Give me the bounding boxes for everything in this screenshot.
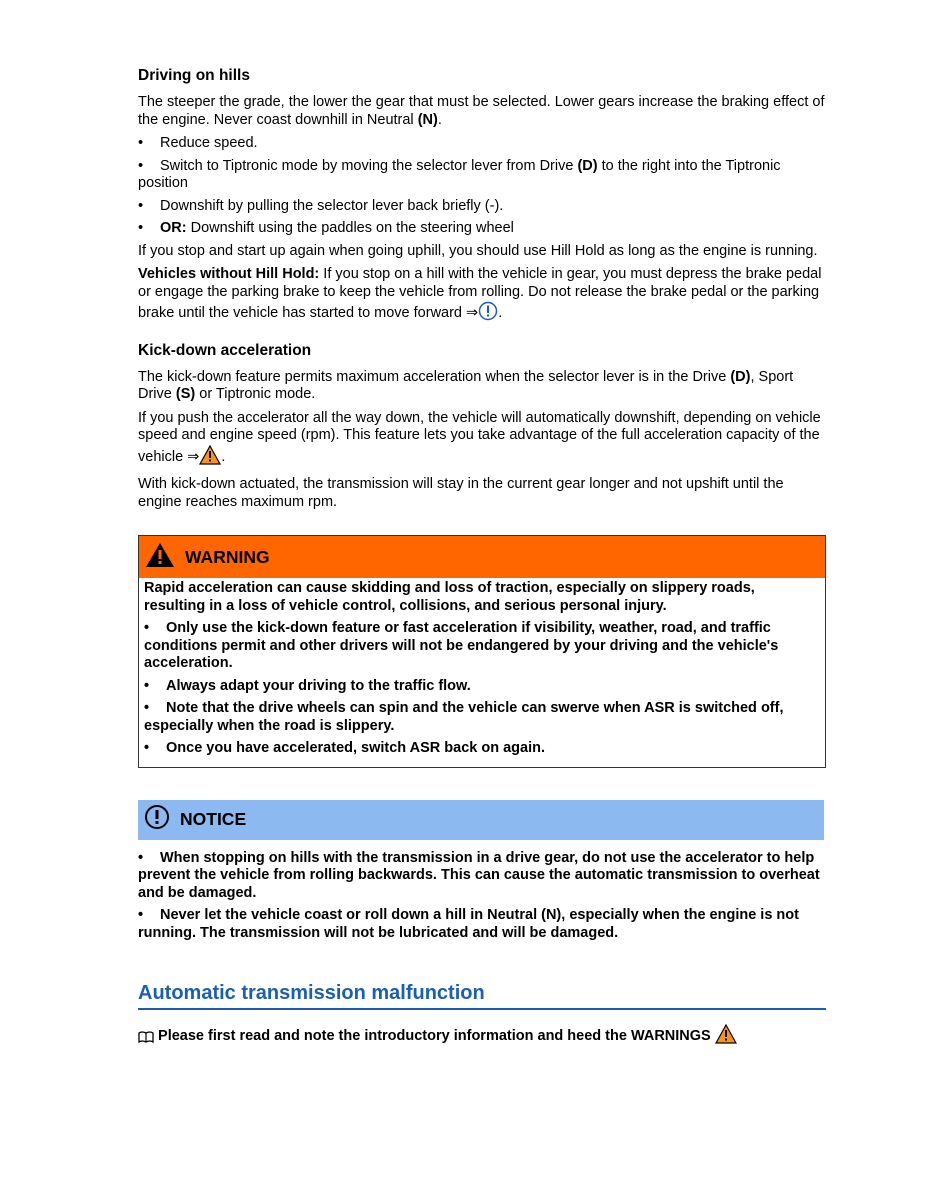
hills-heading: Driving on hills	[138, 67, 250, 84]
kickdown-paragraph-2: If you push the accelerator all the way down, the vehicle will automatically downshift, depending on vehicle speed and engine speed (rpm). This feature lets you take advantage of the full acceleration capacity of the vehicle ⇒ .	[138, 410, 826, 471]
list-item: • Reduce speed.	[138, 135, 258, 151]
notice-icon[interactable]	[478, 301, 498, 327]
list-item: • Always adapt your driving to the traffic flow.	[144, 677, 471, 694]
notice-header	[138, 800, 824, 840]
notice-title: NOTICE	[180, 809, 247, 829]
section-title: Automatic transmission malfunction	[138, 982, 826, 1010]
list-item: • Downshift by pulling the selector lever back briefly (-).	[138, 197, 504, 214]
list-item: • Note that the drive wheels can spin and the vehicle can swerve when ASR is switched off, especially when the road is slippery.	[144, 700, 784, 734]
notice-body	[138, 850, 826, 943]
warning-body	[139, 578, 825, 767]
list-item: • Switch to Tiptronic mode by moving the selector lever from Drive (D) to the right into the Tiptronic position	[138, 157, 781, 191]
hills-paragraph-3: Vehicles without Hill Hold: If you stop on a hill with the vehicle in gear, you must depress the brake pedal or engage the parking brake to keep the vehicle from rolling. Do not release the brake pedal or the parking brake until the vehicle has started to move forward ⇒ .	[138, 266, 826, 327]
kickdown-paragraph-3: With kick-down actuated, the transmission will stay in the current gear longer and not upshift until the engine reaches maximum rpm.	[138, 476, 784, 510]
kickdown-paragraph-1: The kick-down feature permits maximum acceleration when the selector lever is in the Drive (D), Sport Drive (S) or Tiptronic mode.	[138, 368, 794, 402]
warning-triangle-icon[interactable]	[715, 1024, 737, 1050]
page-content	[138, 66, 826, 1050]
warning-title: WARNING	[185, 546, 270, 567]
hills-paragraph-2: If you stop and start up again when going uphill, you should use Hill Hold as long as the engine is running.	[138, 242, 818, 259]
list-item: • Never let the vehicle coast or roll down a hill in Neutral (N), especially when the engine is not running. The transmission will not be lubricated and will be damaged.	[138, 907, 799, 941]
list-item: • Only use the kick-down feature or fast acceleration if visibility, weather, road, and traffic conditions permit and other drivers will not be endangered by your driving and the vehicle's acceleration.	[144, 620, 779, 671]
hills-paragraph-1: The steeper the grade, the lower the gear that must be selected. Lower gears increase the braking effect of the engine. Never coast downhill in Neutral (N).	[138, 94, 825, 128]
warning-triangle-icon	[145, 542, 185, 573]
book-icon	[138, 1030, 154, 1050]
warning-intro: Rapid acceleration can cause skidding and loss of traction, especially on slippery roads, resulting in a loss of vehicle control, collisions, and serious personal injury.	[144, 580, 755, 614]
kickdown-heading: Kick-down acceleration	[138, 341, 312, 359]
list-item: • Once you have accelerated, switch ASR back on again.	[144, 740, 546, 756]
list-item: • OR: Downshift using the paddles on the steering wheel	[138, 220, 514, 236]
warning-box	[138, 535, 826, 768]
read-first-note: Please first read and note the introductory information and heed the WARNINGS	[138, 1024, 826, 1050]
notice-icon	[144, 804, 180, 835]
warning-header	[139, 536, 825, 578]
list-item: • When stopping on hills with the transmission in a drive gear, do not use the accelerator to help prevent the vehicle from rolling backwards. This can cause the automatic transmission to overheat and be damaged.	[138, 849, 820, 901]
warning-triangle-icon[interactable]	[199, 445, 221, 471]
